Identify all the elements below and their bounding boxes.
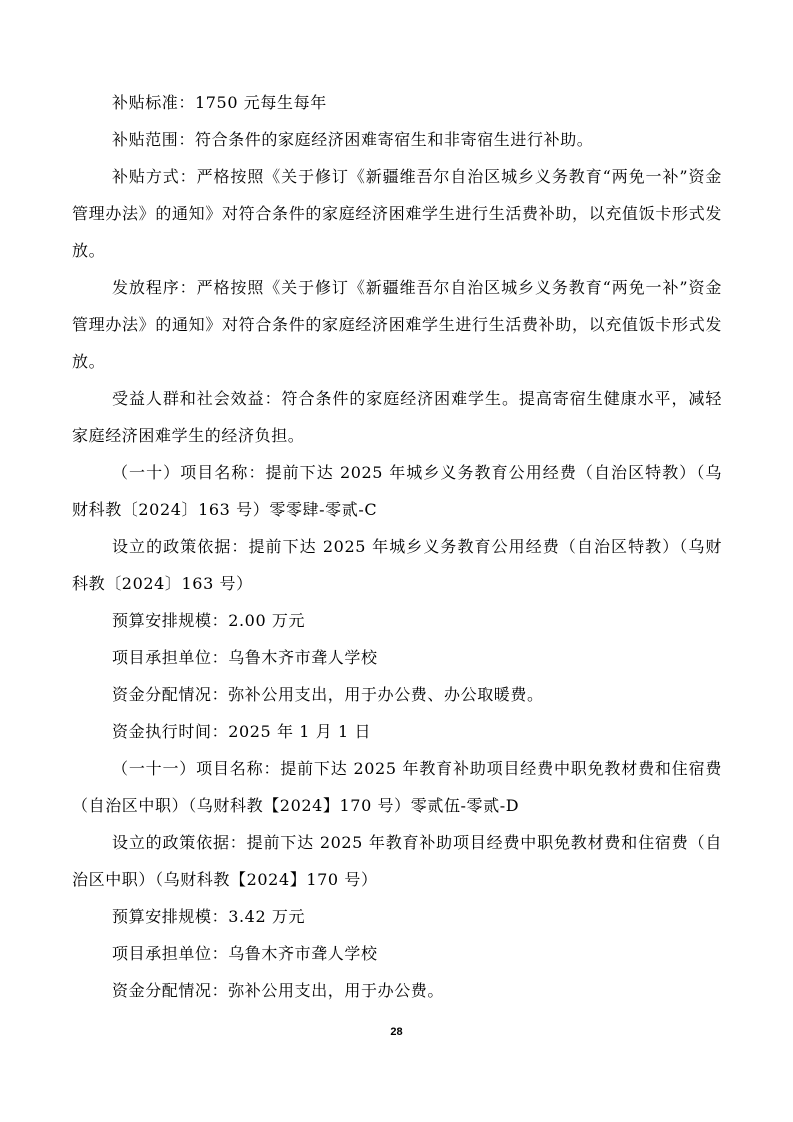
paragraph-project-11-unit: 项目承担单位：乌鲁木齐市聋人学校 <box>112 944 378 963</box>
paragraph-project-10-policy-basis: 设立的政策依据：提前下达 2025 年城乡义务教育公用经费（自治区特教）（乌财科教〔2024〕163 号） <box>72 537 722 593</box>
paragraph-project-11-allocation: 资金分配情况：弥补公用支出，用于办公费。 <box>112 981 445 1000</box>
paragraph-project-10-unit: 项目承担单位：乌鲁木齐市聋人学校 <box>112 648 378 667</box>
paragraph-distribution-procedure: 发放程序：严格按照《关于修订《新疆维吾尔自治区城乡义务教育“两免一补”资金管理办法》的通知》对符合条件的家庭经济困难学生进行生活费补助，以充值饭卡形式发放。 <box>72 278 722 371</box>
paragraph-project-11-policy-basis: 设立的政策依据：提前下达 2025 年教育补助项目经费中职免教材费和住宿费（自治区中职）（乌财科教【2024】170 号） <box>72 833 722 889</box>
paragraph-subsidy-scope: 补贴范围：符合条件的家庭经济困难寄宿生和非寄宿生进行补助。 <box>112 130 594 149</box>
paragraph-beneficiaries: 受益人群和社会效益：符合条件的家庭经济困难学生。提高寄宿生健康水平，减轻家庭经济困难学生的经济负担。 <box>72 389 722 445</box>
paragraph-subsidy-standard: 补贴标准：1750 元每生每年 <box>112 93 327 112</box>
paragraph-project-10-name: （一十）项目名称：提前下达 2025 年城乡义务教育公用经费（自治区特教）（乌财科教〔2024〕163 号）零零肆-零贰-C <box>72 463 722 519</box>
paragraph-project-10-allocation: 资金分配情况：弥补公用支出，用于办公费、办公取暖费。 <box>112 685 544 704</box>
paragraph-subsidy-method: 补贴方式：严格按照《关于修订《新疆维吾尔自治区城乡义务教育“两免一补”资金管理办法》的通知》对符合条件的家庭经济困难学生进行生活费补助，以充值饭卡形式发放。 <box>72 167 722 260</box>
body-text <box>72 84 722 1009</box>
paragraph-project-11-budget: 预算安排规模：3.42 万元 <box>112 907 306 926</box>
paragraph-project-10-budget: 预算安排规模：2.00 万元 <box>112 611 306 630</box>
page-number: 28 <box>390 1026 403 1038</box>
paragraph-project-10-execution-time: 资金执行时间：2025 年 1 月 1 日 <box>112 722 372 741</box>
paragraph-project-11-name: （一十一）项目名称：提前下达 2025 年教育补助项目经费中职免教材费和住宿费（自治区中职）（乌财科教【2024】170 号）零贰伍-零贰-D <box>72 759 722 815</box>
